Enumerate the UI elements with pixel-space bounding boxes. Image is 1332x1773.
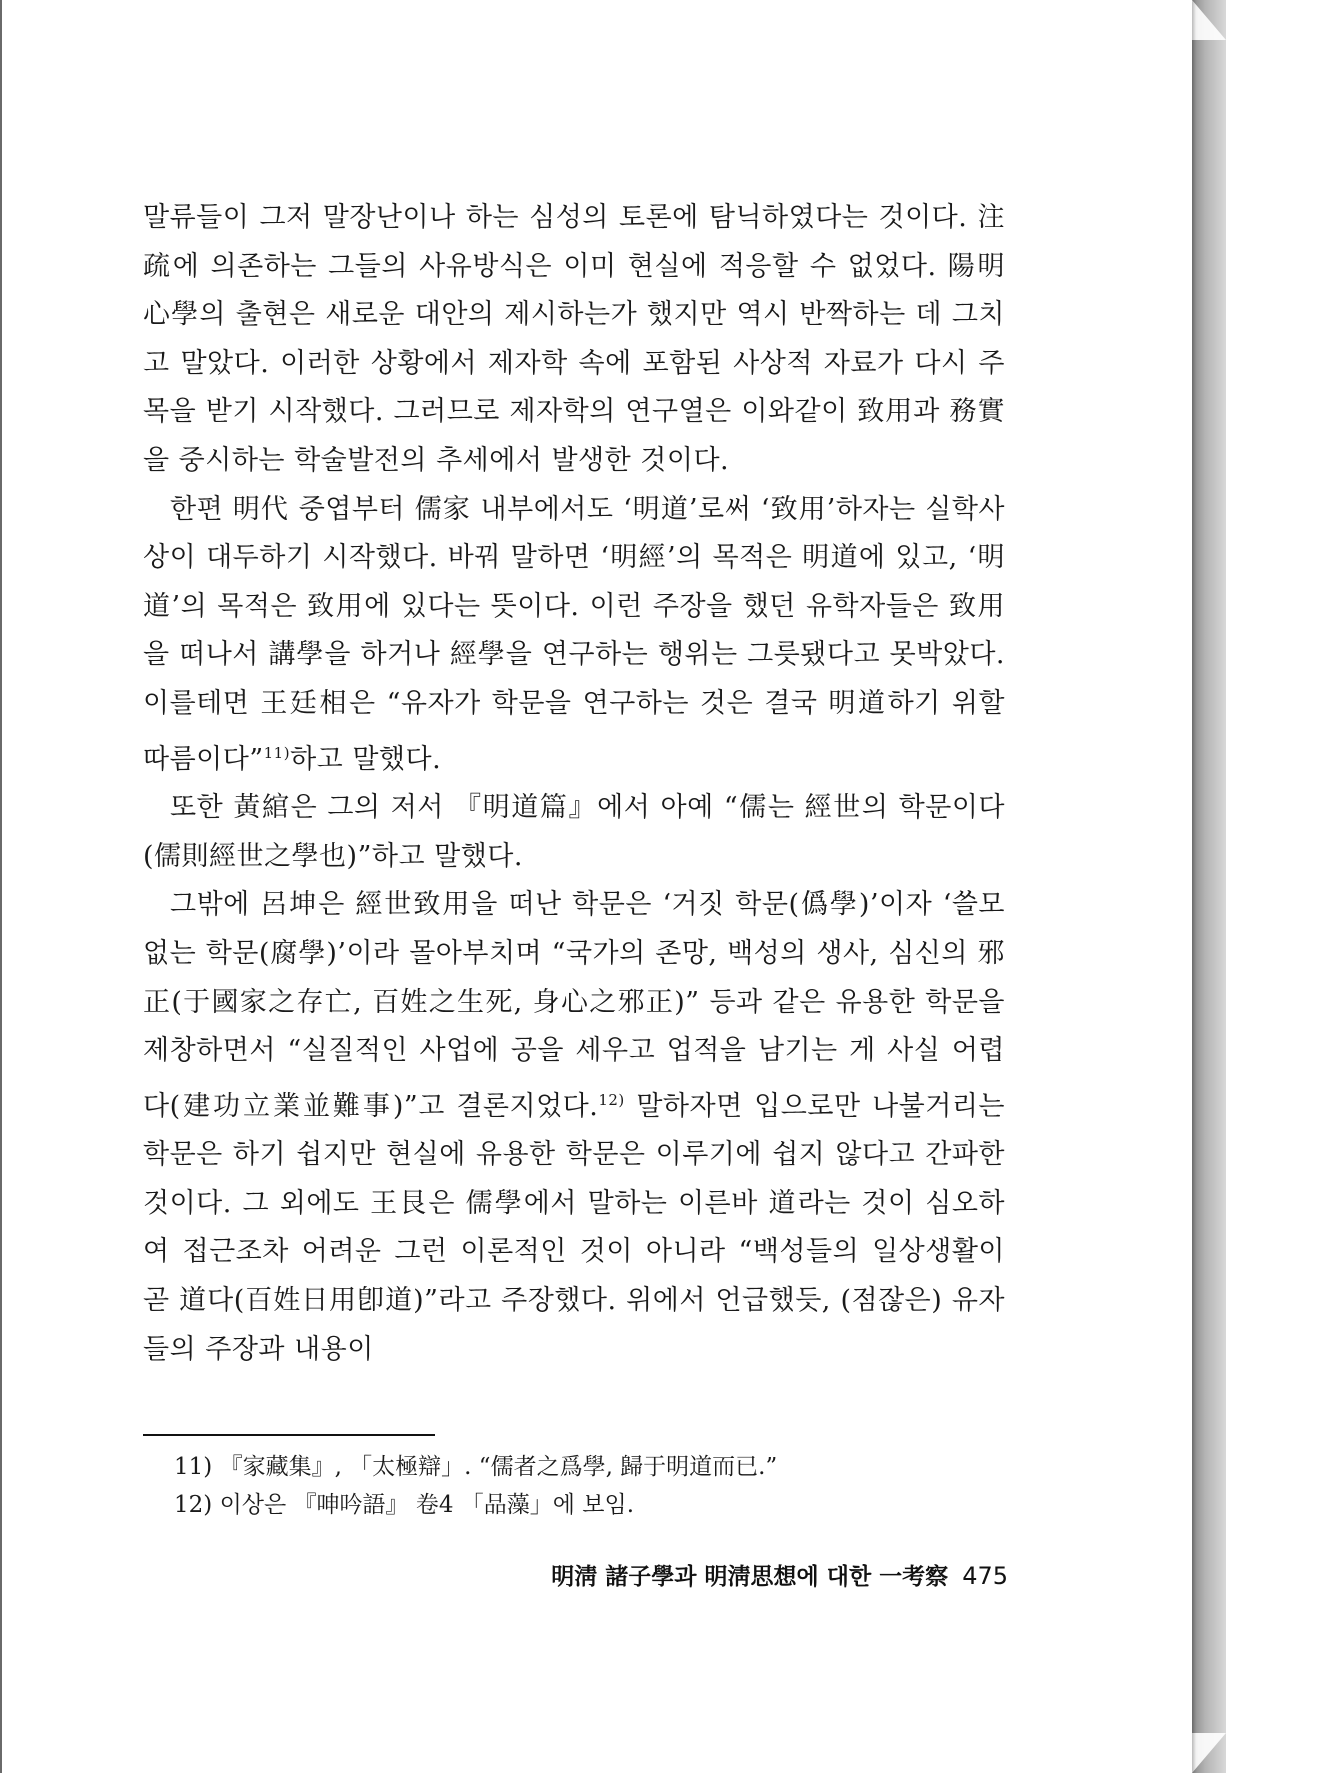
paragraph-2-text: 한편 明代 중엽부터 儒家 내부에서도 ‘明道’로써 ‘致用’하자는 실학사상이 대두하기 시작했다. 바꿔 말하면 ‘明經’의 목적은 明道에 있고, ‘明道’의 목적은 致用에 있다는 뜻이다. 이런 주장을 했던 유학자들은 致用을 떠나서 講學을 하거나 經學을 연구하는 행위는 그릇됐다고 못박았다. 이를테면 王廷相은 “유자가 학문을 연구하는 것은 결국 明道하기 위할 따름이다” <box>143 493 1005 775</box>
footnote-11 <box>174 1448 994 1486</box>
paragraph-1: 말류들이 그저 말장난이나 하는 심성의 토론에 탐닉하였다는 것이다. 注疏에 의존하는 그들의 사유방식은 이미 현실에 적응할 수 없었다. 陽明心學의 출현은 새로운 대안의 제시하는가 했지만 역시 반짝하는 데 그치고 말았다. 이러한 상황에서 제자학 속에 포함된 사상적 자료가 다시 주목을 받기 시작했다. 그러므로 제자학의 연구열은 이와같이 致用과 務實을 중시하는 학술발전의 추세에서 발생한 것이다. <box>143 202 1005 476</box>
footnotes <box>174 1448 994 1524</box>
footnote-text: 이상은 『呻吟語』 卷4 「品藻」에 보임. <box>219 1492 635 1518</box>
footnote-divider <box>143 1434 435 1436</box>
footnote-ref-12[interactable]: 12) <box>598 1090 625 1109</box>
paragraph-4 <box>143 881 1005 1374</box>
paragraph-4-continuation: 말하자면 입으로만 나불거리는 학문은 하기 쉽지만 현실에 유용한 학문은 이루기에 쉽지 않다고 간파한 것이다. 그 외에도 王艮은 儒學에서 말하는 이른바 道라는 것이 심오하여 접근조차 어려운 그런 이론적인 것이 아니라 “백성들의 일상생활이 곧 道다(百姓日用卽道)”라고 주장했다. 위에서 언급했듯, (점잖은) 유자들의 주장과 내용이 <box>143 1090 1006 1365</box>
footnote-number: 11) <box>174 1454 213 1480</box>
page-stack-edge <box>1192 0 1226 1773</box>
footnote-ref-11[interactable]: 11) <box>263 743 291 762</box>
running-title: 明淸 諸子學과 明淸思想에 대한 一考察 <box>551 1563 949 1590</box>
body-text <box>143 194 1005 1374</box>
paragraph-2 <box>143 486 1005 785</box>
paragraph-3: 또한 黃綰은 그의 저서 『明道篇』에서 아예 “儒는 經世의 학문이다(儒則經世之學也)”하고 말했다. <box>143 792 1005 872</box>
footnote-number: 12) <box>174 1492 213 1518</box>
paragraph-4-text: 그밖에 呂坤은 經世致用을 떠난 학문은 ‘거짓 학문(僞學)’이자 ‘쓸모없는 학문(腐學)’이라 몰아부치며 “국가의 존망, 백성의 생사, 심신의 邪正(于國家之存亡, 百姓之生死, 身心之邪正)” 등과 같은 유용한 학문을 제창하면서 “실질적인 사업에 공을 세우고 업적을 남기는 게 사실 어렵다(建功立業並難事)”고 결론지었다. <box>143 889 1005 1122</box>
footnote-12 <box>174 1486 994 1524</box>
footnote-text: 『家藏集』, 「太極辯」. “儒者之爲學, 歸于明道而已.” <box>219 1454 778 1480</box>
page-number: 475 <box>962 1562 1008 1590</box>
running-footer <box>522 1558 1008 1591</box>
paragraph-2-tail: 하고 말했다. <box>290 743 442 775</box>
